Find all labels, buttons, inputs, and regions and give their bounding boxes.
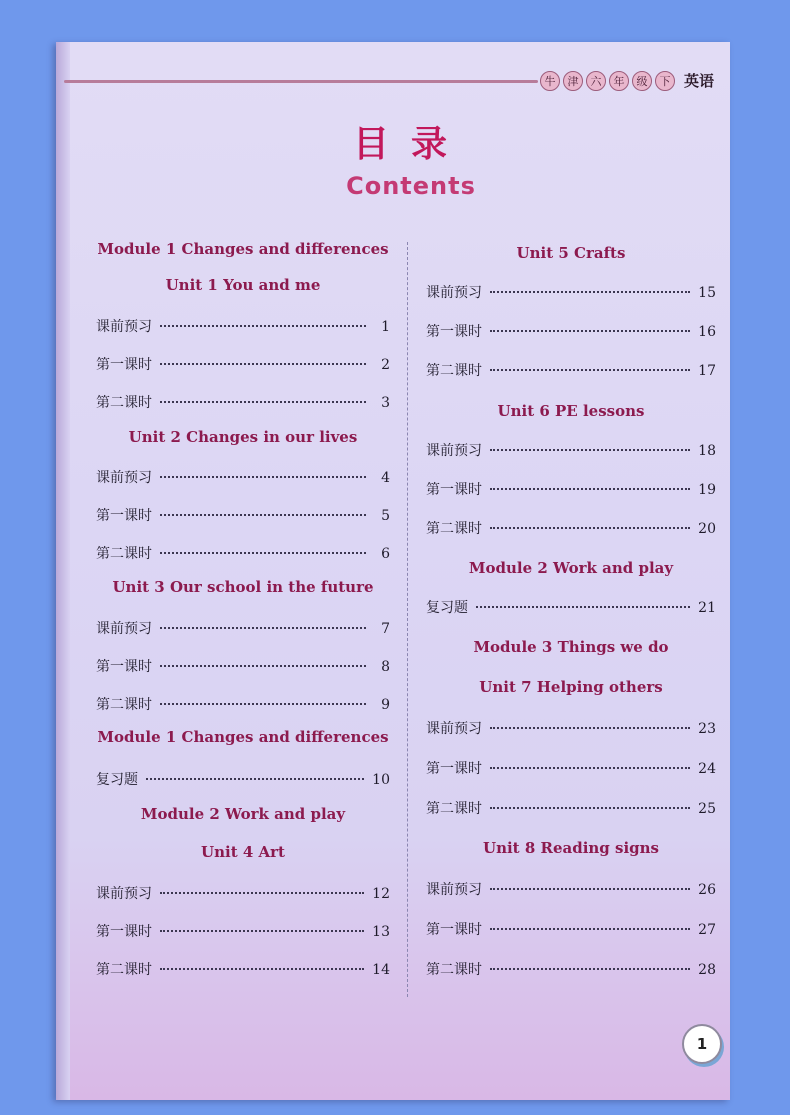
entry-label: 课前预习 bbox=[96, 886, 152, 902]
toc-entry[interactable] bbox=[426, 879, 716, 901]
toc-entry[interactable] bbox=[96, 618, 390, 640]
dot-leader bbox=[160, 703, 366, 705]
unit-heading: Unit 2 Changes in our lives bbox=[128, 428, 358, 446]
header-badges bbox=[540, 70, 714, 91]
badge: 下 bbox=[655, 71, 675, 91]
dot-leader bbox=[490, 488, 690, 490]
dot-leader bbox=[490, 449, 690, 451]
page-ref: 10 bbox=[372, 772, 390, 788]
dot-leader bbox=[160, 325, 366, 327]
entry-label: 第一课时 bbox=[96, 659, 152, 675]
dot-leader bbox=[160, 552, 366, 554]
dot-leader bbox=[160, 665, 366, 667]
dot-leader bbox=[490, 928, 690, 930]
toc-entry[interactable] bbox=[426, 282, 716, 304]
toc-entry[interactable] bbox=[426, 597, 716, 619]
toc-entry[interactable] bbox=[426, 758, 716, 780]
module-heading: Module 3 Things we do bbox=[473, 638, 669, 656]
page-ref: 6 bbox=[381, 546, 390, 562]
module-heading: Module 2 Work and play bbox=[468, 559, 674, 577]
unit-heading: Unit 5 Crafts bbox=[516, 244, 626, 262]
toc-entry[interactable] bbox=[96, 959, 390, 981]
toc-entry[interactable] bbox=[96, 467, 390, 489]
entry-label: 第一课时 bbox=[426, 482, 482, 498]
dot-leader bbox=[160, 514, 366, 516]
entry-label: 第一课时 bbox=[96, 357, 152, 373]
entry-label: 第二课时 bbox=[426, 962, 482, 978]
page-ref: 12 bbox=[372, 886, 390, 902]
dot-leader bbox=[160, 930, 364, 932]
entry-label: 第一课时 bbox=[426, 761, 482, 777]
entry-label: 复习题 bbox=[426, 600, 468, 616]
dot-leader bbox=[490, 968, 690, 970]
page-ref: 8 bbox=[381, 659, 390, 675]
header-rule bbox=[64, 80, 538, 83]
dot-leader bbox=[160, 627, 366, 629]
entry-label: 第二课时 bbox=[96, 546, 152, 562]
toc-entry[interactable] bbox=[426, 798, 716, 820]
page-ref: 2 bbox=[381, 357, 390, 373]
page-ref: 26 bbox=[698, 882, 716, 898]
unit-heading: Unit 1 You and me bbox=[165, 276, 321, 294]
page-ref: 4 bbox=[381, 470, 390, 486]
dot-leader bbox=[490, 330, 690, 332]
toc-entry[interactable] bbox=[96, 769, 390, 791]
page-ref: 1 bbox=[381, 319, 390, 335]
dot-leader bbox=[490, 767, 690, 769]
toc-entry[interactable] bbox=[96, 543, 390, 565]
entry-label: 课前预习 bbox=[96, 470, 152, 486]
module-heading: Module 2 Work and play bbox=[140, 805, 346, 823]
entry-label: 课前预习 bbox=[96, 319, 152, 335]
unit-heading: Unit 6 PE lessons bbox=[497, 402, 645, 420]
dot-leader bbox=[160, 968, 364, 970]
dot-leader bbox=[476, 606, 690, 608]
entry-label: 课前预习 bbox=[426, 443, 482, 459]
toc-entry[interactable] bbox=[96, 354, 390, 376]
unit-heading: Unit 4 Art bbox=[201, 843, 285, 861]
page-ref: 28 bbox=[698, 962, 716, 978]
page-subtitle: Contents bbox=[346, 172, 476, 200]
toc-entry[interactable] bbox=[426, 360, 716, 382]
toc-entry[interactable] bbox=[426, 440, 716, 462]
badge: 牛 bbox=[540, 71, 560, 91]
badge: 年 bbox=[609, 71, 629, 91]
dot-leader bbox=[490, 527, 690, 529]
dot-leader bbox=[160, 476, 366, 478]
page-ref: 19 bbox=[698, 482, 716, 498]
toc-entry[interactable] bbox=[426, 321, 716, 343]
page-ref: 15 bbox=[698, 285, 716, 301]
entry-label: 课前预习 bbox=[426, 285, 482, 301]
toc-entry[interactable] bbox=[96, 505, 390, 527]
page-ref: 3 bbox=[381, 395, 390, 411]
dot-leader bbox=[160, 401, 366, 403]
entry-label: 第二课时 bbox=[426, 801, 482, 817]
page-ref: 21 bbox=[698, 600, 716, 616]
toc-entry[interactable] bbox=[426, 479, 716, 501]
unit-heading: Unit 8 Reading signs bbox=[482, 839, 659, 857]
subject-label: 英语 bbox=[684, 72, 715, 90]
toc-entry[interactable] bbox=[426, 959, 716, 981]
dot-leader bbox=[490, 727, 690, 729]
dot-leader bbox=[146, 778, 364, 780]
page-ref: 27 bbox=[698, 922, 716, 938]
entry-label: 第二课时 bbox=[426, 521, 482, 537]
page-title: 目录 bbox=[352, 124, 469, 165]
entry-label: 第一课时 bbox=[426, 922, 482, 938]
page-ref: 5 bbox=[381, 508, 390, 524]
dot-leader bbox=[490, 807, 690, 809]
entry-label: 复习题 bbox=[96, 772, 138, 788]
toc-entry[interactable] bbox=[426, 718, 716, 740]
page-ref: 13 bbox=[372, 924, 390, 940]
module-heading: Module 1 Changes and differences bbox=[97, 728, 389, 746]
toc-entry[interactable] bbox=[96, 316, 390, 338]
badge: 级 bbox=[632, 71, 652, 91]
page-ref: 25 bbox=[698, 801, 716, 817]
entry-label: 第二课时 bbox=[426, 363, 482, 379]
column-divider bbox=[407, 242, 408, 997]
module-heading: Module 1 Changes and differences bbox=[97, 240, 389, 258]
entry-label: 第一课时 bbox=[96, 508, 152, 524]
unit-heading: Unit 3 Our school in the future bbox=[112, 578, 374, 596]
page-ref: 18 bbox=[698, 443, 716, 459]
dot-leader bbox=[490, 369, 690, 371]
page-number: 1 bbox=[682, 1024, 722, 1064]
book-page bbox=[56, 42, 730, 1100]
entry-label: 第一课时 bbox=[426, 324, 482, 340]
toc-entry[interactable] bbox=[96, 694, 390, 716]
page-ref: 17 bbox=[698, 363, 716, 379]
entry-label: 第二课时 bbox=[96, 697, 152, 713]
page-ref: 14 bbox=[372, 962, 390, 978]
unit-heading: Unit 7 Helping others bbox=[479, 678, 663, 696]
dot-leader bbox=[490, 291, 690, 293]
entry-label: 课前预习 bbox=[96, 621, 152, 637]
dot-leader bbox=[490, 888, 690, 890]
dot-leader bbox=[160, 892, 364, 894]
entry-label: 课前预习 bbox=[426, 882, 482, 898]
dot-leader bbox=[160, 363, 366, 365]
toc-entry[interactable] bbox=[96, 883, 390, 905]
toc-entry[interactable] bbox=[96, 392, 390, 414]
toc-entry[interactable] bbox=[426, 919, 716, 941]
entry-label: 课前预习 bbox=[426, 721, 482, 737]
entry-label: 第二课时 bbox=[96, 962, 152, 978]
badge: 津 bbox=[563, 71, 583, 91]
page-ref: 9 bbox=[381, 697, 390, 713]
toc-entry[interactable] bbox=[96, 921, 390, 943]
badge: 六 bbox=[586, 71, 606, 91]
page-ref: 16 bbox=[698, 324, 716, 340]
page-ref: 7 bbox=[381, 621, 390, 637]
entry-label: 第二课时 bbox=[96, 395, 152, 411]
entry-label: 第一课时 bbox=[96, 924, 152, 940]
toc-entry[interactable] bbox=[426, 518, 716, 540]
page-ref: 20 bbox=[698, 521, 716, 537]
page-ref: 23 bbox=[698, 721, 716, 737]
page-ref: 24 bbox=[698, 761, 716, 777]
toc-entry[interactable] bbox=[96, 656, 390, 678]
